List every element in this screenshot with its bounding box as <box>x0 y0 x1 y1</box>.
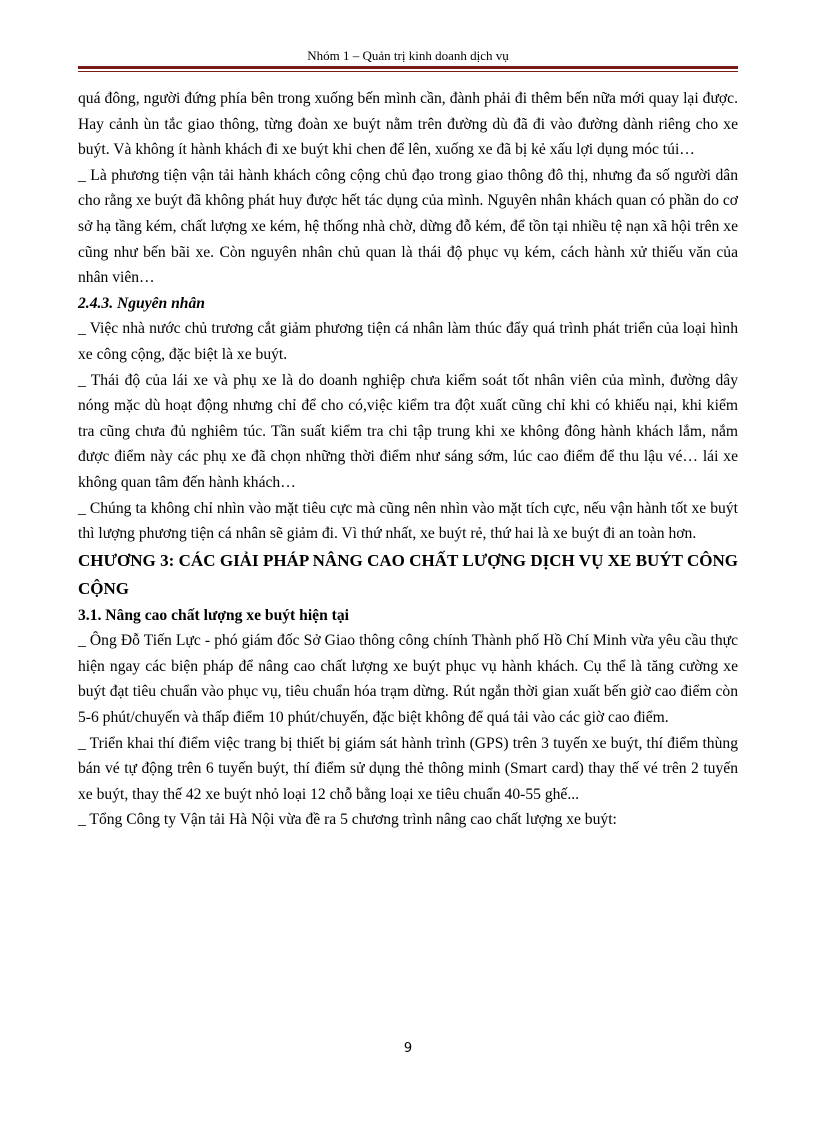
header-rule-thin <box>78 71 738 72</box>
paragraph: _ Việc nhà nước chủ trương cắt giảm phương tiện cá nhân làm thúc đẩy quá trình phát triển của loại hình xe công cộng, đặc biệt là xe buýt. <box>78 320 738 363</box>
page-content <box>78 86 738 833</box>
paragraph: _ Ông Đỗ Tiến Lực - phó giám đốc Sở Giao thông công chính Thành phố Hồ Chí Minh vừa yêu cầu thực hiện ngay các biện pháp để nâng cao chất lượng xe buýt phục vụ hành khách. Cụ thể là tăng cường xe buýt đạt tiêu chuẩn vào phục vụ, tiêu chuẩn hóa trạm dừng. Rút ngắn thời gian xuất bến giờ cao điểm còn 5-6 phút/chuyến và thấp điểm 10 phút/chuyến, đặc biệt không để quá tải vào các giờ cao điểm. <box>78 632 738 727</box>
page-number: 9 <box>403 1041 413 1056</box>
section-title: 3.1. Nâng cao chất lượng xe buýt hiện tại <box>78 606 349 624</box>
page-header: Nhóm 1 – Quản trị kinh doanh dịch vụ <box>307 48 509 63</box>
subheading: 2.4.3. Nguyên nhân <box>78 294 205 312</box>
paragraph: _ Triển khai thí điểm việc trang bị thiết bị giám sát hành trình (GPS) trên 3 tuyến xe buýt, thí điểm thùng bán vé tự động trên 6 tuyến buýt, thí điểm sử dụng thẻ thông minh (Smart card) thay thế vé trên 2 tuyến xe buýt, thay thế 42 xe buýt nhỏ loại 12 chỗ bằng loại xe tiêu chuẩn 40-55 ghế... <box>78 734 738 803</box>
paragraph: _ Tổng Công ty Vận tải Hà Nội vừa đề ra 5 chương trình nâng cao chất lượng xe buýt: <box>78 811 617 829</box>
header-rule-thick <box>78 66 738 69</box>
paragraph: _ Là phương tiện vận tải hành khách công cộng chủ đạo trong giao thông đô thị, nhưng đa số người dân cho rằng xe buýt đã không phát huy được hết tác dụng của mình. Nguyên nhân khách quan có phần do cơ sở hạ tầng kém, chất lượng xe kém, hệ thống nhà chờ, dừng đỗ kém, để tồn tại nhiều tệ nạn xã hội trên xe cũng như bến bãi xe. Còn nguyên nhân chủ quan là thái độ phục vụ kém, cách hành xử thiếu văn của nhân viên… <box>78 166 738 287</box>
paragraph: _ Chúng ta không chỉ nhìn vào mặt tiêu cực mà cũng nên nhìn vào mặt tích cực, nếu vận hành tốt xe buýt thì lượng phương tiện cá nhân sẽ giảm đi. Vì thứ nhất, xe buýt rẻ, thứ hai là xe buýt đi an toàn hơn. <box>78 499 738 543</box>
paragraph: _ Thái độ của lái xe và phụ xe là do doanh nghiệp chưa kiểm soát tốt nhân viên của mình, đường dây nóng mặc dù hoạt động nhưng chỉ để cho có,việc kiểm tra đột xuất cũng chỉ khi có khiếu nại, khi kiểm tra cũng chưa đủ nghiêm túc. Tần suất kiểm tra chi tập trung khi xe không đông hành khách lắm, nắm được điểm này các phụ xe đã chọn những thời điểm như sáng sớm, lúc cao điểm để thu lậu vé… lái xe không quan tâm đến hành khách… <box>78 371 738 491</box>
paragraph: quá đông, người đứng phía bên trong xuống bến mình cần, đành phải đi thêm bến nữa mới quay lại được. Hay cảnh ùn tắc giao thông, từng đoàn xe buýt nằm trên đường dù đã đi vào đường dành riêng cho xe buýt. Và không ít hành khách đi xe buýt khi chen để lên, xuống xe đã bị kẻ xấu lợi dụng móc túi… <box>78 90 738 159</box>
chapter-title: CHƯƠNG 3: CÁC GIẢI PHÁP NÂNG CAO CHẤT LƯỢNG DỊCH VỤ XE BUÝT CÔNG CỘNG <box>78 550 738 598</box>
